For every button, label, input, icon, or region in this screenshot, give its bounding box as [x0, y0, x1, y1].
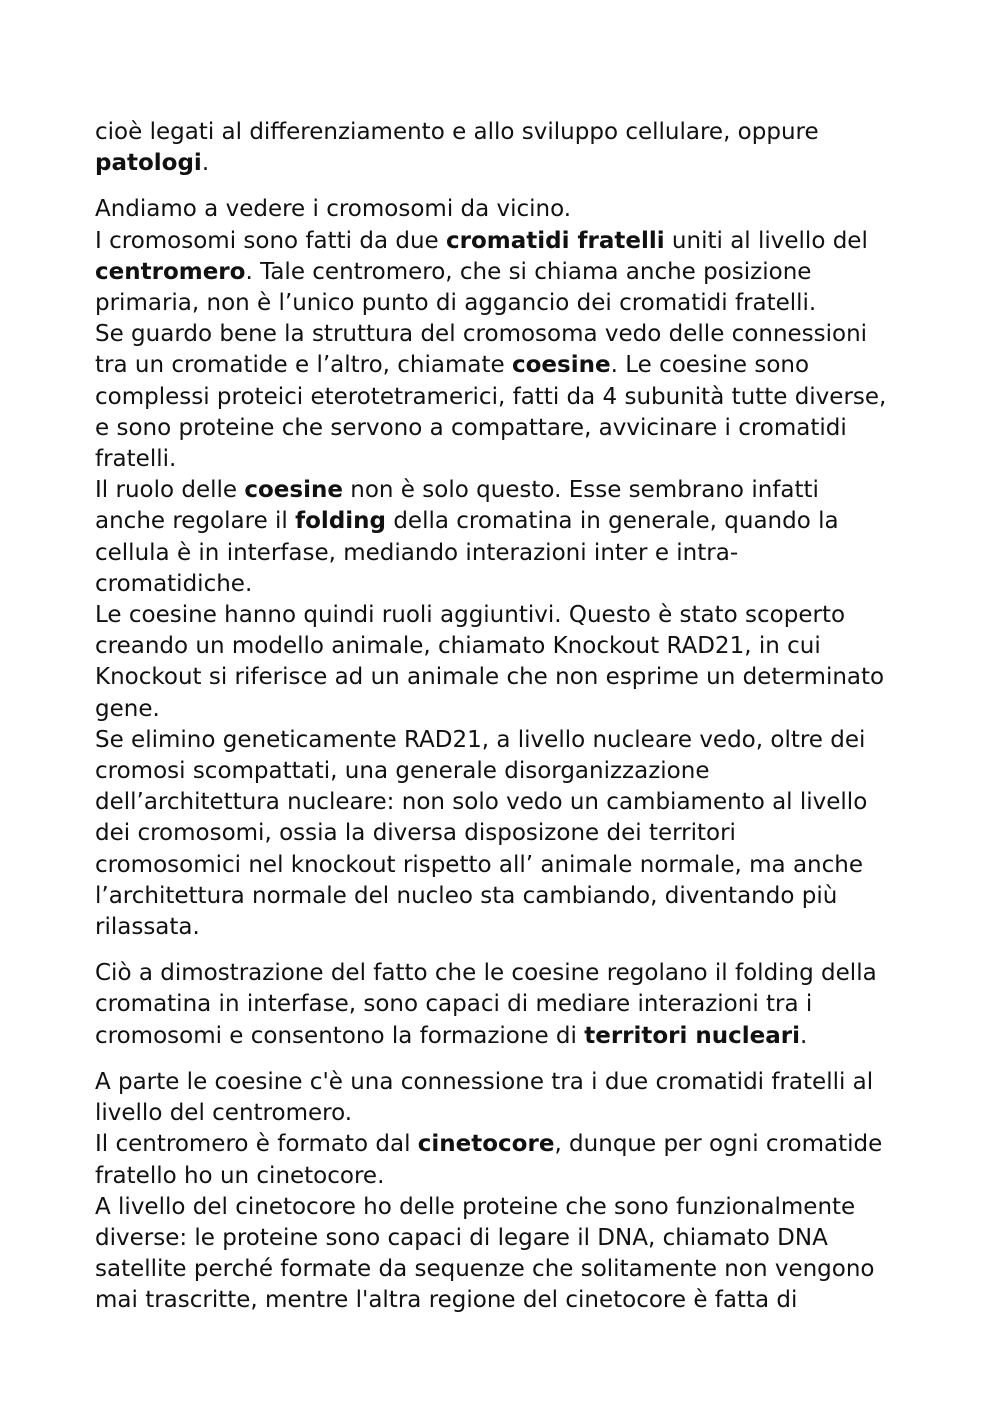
- text-line: [95, 818, 925, 849]
- bold-term: folding: [295, 508, 387, 535]
- text-line: [95, 1254, 925, 1285]
- text-run: cromatidiche.: [95, 570, 253, 597]
- text-line: [95, 881, 925, 912]
- bold-term: coesine: [244, 477, 343, 504]
- document-page: [95, 117, 925, 1317]
- text-run: Le coesine hanno quindi ruoli aggiuntivi. Questo è stato scoperto: [95, 602, 846, 629]
- bold-term: territori nucleari: [584, 1022, 801, 1049]
- text-run: cromatina in interfase, sono capaci di mediare interazioni tra i: [95, 991, 813, 1018]
- text-run: A livello del cinetocore ho delle proteine che sono funzionalmente: [95, 1193, 856, 1220]
- text-run: .: [201, 150, 210, 177]
- text-run: cromosi scompattati, una generale disorganizzazione: [95, 758, 710, 785]
- text-run: tra un cromatide e l’altro, chiamate: [95, 352, 512, 379]
- text-line: [95, 787, 925, 818]
- text-line: [95, 1129, 925, 1160]
- text-line: [95, 600, 925, 631]
- text-line: [95, 506, 925, 537]
- text-run: A parte le coesine c'è una connessione tra i due cromatidi fratelli al: [95, 1068, 874, 1095]
- text-run: gene.: [95, 695, 160, 722]
- text-line: [95, 319, 925, 350]
- text-line: [95, 725, 925, 756]
- paragraph: [95, 117, 925, 179]
- text-line: [95, 382, 925, 413]
- text-line: [95, 350, 925, 381]
- text-line: [95, 194, 925, 225]
- text-run: satellite perché formate da sequenze che solitamente non vengono: [95, 1256, 875, 1283]
- bold-term: coesine: [511, 352, 611, 379]
- text-line: [95, 756, 925, 787]
- text-run: creando un modello animale, chiamato Knockout RAD21, in cui: [95, 633, 821, 660]
- text-run: livello del centromero.: [95, 1100, 353, 1127]
- paragraph-gap: [95, 943, 925, 958]
- text-line: [95, 1067, 925, 1098]
- paragraph: [95, 958, 925, 1052]
- text-run: cromosomici nel knockout rispetto all’ animale normale, ma anche: [95, 851, 863, 878]
- text-line: [95, 1223, 925, 1254]
- bold-term: patologi: [95, 150, 202, 177]
- text-line: [95, 1285, 925, 1316]
- text-line: [95, 475, 925, 506]
- text-run: I cromosomi sono fatti da due: [95, 227, 446, 254]
- text-line: [95, 662, 925, 693]
- text-line: [95, 989, 925, 1020]
- text-run: uniti al livello del: [664, 227, 868, 254]
- text-line: [95, 1021, 925, 1052]
- text-line: [95, 226, 925, 257]
- text-line: [95, 148, 925, 179]
- text-run: Se elimino geneticamente RAD21, a livello nucleare vedo, oltre dei: [95, 726, 866, 753]
- text-run: .: [800, 1022, 808, 1049]
- text-run: diverse: le proteine sono capaci di legare il DNA, chiamato DNA: [95, 1224, 828, 1251]
- text-line: [95, 117, 925, 148]
- paragraph: [95, 1067, 925, 1317]
- paragraph: [95, 194, 925, 943]
- text-line: [95, 257, 925, 288]
- text-line: [95, 569, 925, 600]
- text-run: primaria, non è l’unico punto di aggancio dei cromatidi fratelli.: [95, 290, 817, 317]
- text-line: [95, 288, 925, 319]
- text-line: [95, 1098, 925, 1129]
- text-line: [95, 413, 925, 444]
- text-line: [95, 1192, 925, 1223]
- text-run: Il centromero è formato dal: [95, 1131, 418, 1158]
- text-run: . Le coesine sono: [610, 352, 810, 379]
- text-run: dei cromosomi, ossia la diversa disposizone dei territori: [95, 820, 736, 847]
- text-run: Andiamo a vedere i cromosomi da vicino.: [95, 196, 572, 223]
- text-run: dell’architettura nucleare: non solo vedo un cambiamento al livello: [95, 789, 868, 816]
- bold-term: cromatidi fratelli: [446, 227, 665, 254]
- text-line: [95, 694, 925, 725]
- text-run: cellula è in interfase, mediando interazioni inter e intra-: [95, 539, 739, 566]
- text-run: della cromatina in generale, quando la: [386, 508, 839, 535]
- text-run: anche regolare il: [95, 508, 296, 535]
- text-run: Il ruolo delle: [95, 477, 245, 504]
- bold-term: cinetocore: [417, 1131, 555, 1158]
- text-run: non è solo questo. Esse sembrano infatti: [342, 477, 819, 504]
- text-line: [95, 850, 925, 881]
- text-line: [95, 912, 925, 943]
- text-run: cromosomi e consentono la formazione di: [95, 1022, 585, 1049]
- text-run: rilassata.: [95, 914, 200, 941]
- paragraph-gap: [95, 1052, 925, 1067]
- text-run: fratelli.: [95, 446, 177, 473]
- text-line: [95, 444, 925, 475]
- text-run: Knockout si riferisce ad un animale che non esprime un determinato: [95, 664, 885, 691]
- text-run: cioè legati al differenziamento e allo sviluppo cellulare, oppure: [95, 119, 819, 145]
- text-line: [95, 1161, 925, 1192]
- text-run: l’architettura normale del nucleo sta cambiando, diventando più: [95, 882, 838, 909]
- bold-term: centromero: [95, 258, 246, 285]
- text-run: e sono proteine che servono a compattare, avvicinare i cromatidi: [95, 414, 847, 441]
- text-run: . Tale centromero, che si chiama anche posizione: [245, 258, 812, 285]
- text-line: [95, 958, 925, 989]
- text-run: Ciò a dimostrazione del fatto che le coesine regolano il folding della: [95, 960, 877, 987]
- text-run: fratello ho un cinetocore.: [95, 1162, 385, 1189]
- text-run: Se guardo bene la struttura del cromosoma vedo delle connessioni: [95, 321, 868, 348]
- text-run: complessi proteici eterotetramerici, fatti da 4 subunità tutte diverse,: [95, 383, 887, 410]
- text-line: [95, 538, 925, 569]
- text-run: , dunque per ogni cromatide: [554, 1131, 883, 1158]
- text-run: mai trascritte, mentre l'altra regione del cinetocore è fatta di: [95, 1287, 798, 1314]
- text-line: [95, 631, 925, 662]
- paragraph-gap: [95, 179, 925, 194]
